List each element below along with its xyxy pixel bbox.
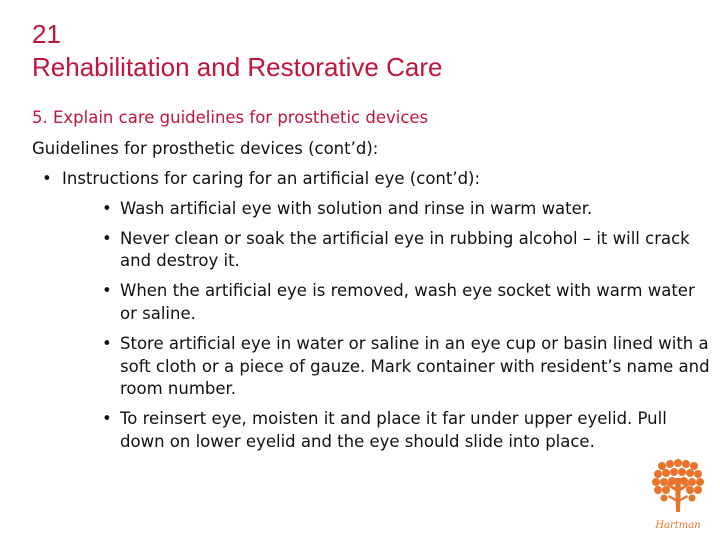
tree-icon (648, 458, 708, 534)
slide-title (32, 18, 442, 84)
sub-bullet-item (32, 333, 712, 401)
sub-bullet-list (32, 198, 712, 454)
bullet-text: Instructions for caring for an artificial eye (cont’d): (62, 168, 481, 188)
sub-bullet-item (32, 280, 712, 325)
hartman-logo (648, 458, 708, 534)
bullet-icon: • (102, 228, 112, 248)
section-heading: Guidelines for prosthetic devices (cont’d): (32, 139, 379, 158)
bullet-icon: • (102, 281, 112, 301)
bullet-icon: • (102, 334, 112, 354)
sub-bullet-text: To reinsert eye, moisten it and place it far under upper eyelid. Pull down on lower eyelid and the eye should slide into place. (120, 409, 667, 452)
bullet-icon: • (102, 409, 112, 429)
sub-bullet-item (32, 408, 712, 453)
chapter-number: 21 (32, 19, 61, 49)
sub-bullet-text: Wash artificial eye with solution and rinse in warm water. (120, 198, 593, 218)
learning-objective: 5. Explain care guidelines for prosthetic devices (32, 108, 429, 127)
bullet-item (32, 168, 712, 191)
bullet-icon: • (102, 198, 112, 218)
sub-bullet-item (32, 228, 712, 273)
logo-wordmark: Hartman (655, 520, 701, 531)
bullet-icon: • (42, 168, 52, 188)
sub-bullet-text: Store artificial eye in water or saline in an eye cup or basin lined with a soft cloth or a piece of gauze. Mark container with resident’s name and room number. (120, 334, 710, 399)
content-body (32, 138, 712, 454)
sub-bullet-text: Never clean or soak the artificial eye in rubbing alcohol – it will crack and destroy it. (120, 228, 690, 271)
sub-bullet-text: When the artificial eye is removed, wash eye socket with warm water or saline. (120, 281, 695, 324)
sub-bullet-item (32, 198, 712, 221)
chapter-title: Rehabilitation and Restorative Care (32, 52, 443, 82)
